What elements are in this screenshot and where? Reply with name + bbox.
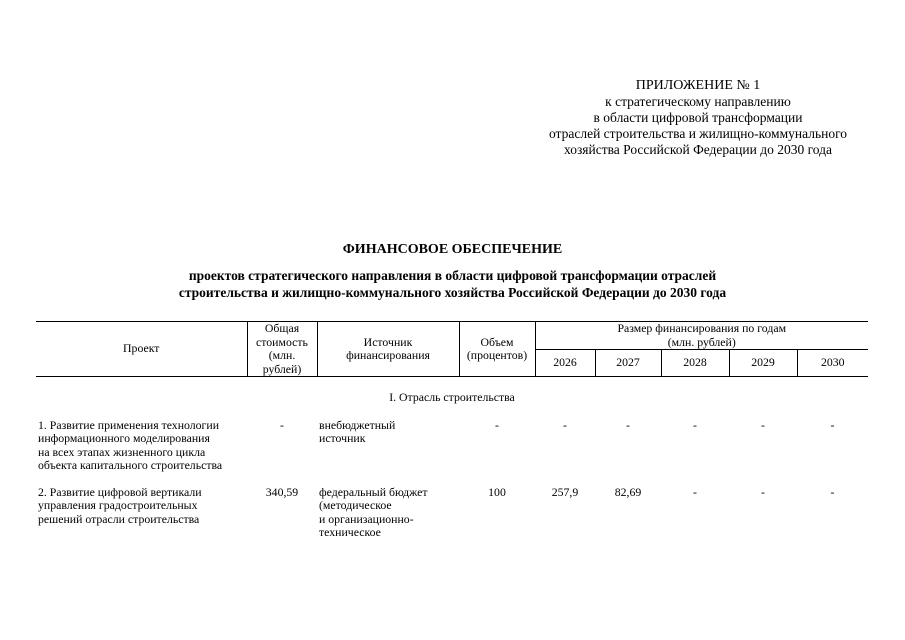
- cell-text: 2. Развитие цифровой вертикали: [38, 484, 202, 499]
- header-volume: [459, 322, 535, 377]
- cell-year-value: 257,9: [551, 484, 579, 499]
- cell-year-value: -: [761, 417, 765, 432]
- cell-volume: 100: [488, 484, 506, 499]
- header-total-cost: [247, 322, 317, 377]
- header-text: Источник: [363, 334, 413, 349]
- cell-total: -: [280, 417, 284, 432]
- subtitle-line: проектов стратегического направления в области цифровой трансформации отраслей: [188, 268, 717, 283]
- subtitle-line: строительства и жилищно-коммунального хозяйства Российской Федерации до 2030 года: [178, 284, 727, 300]
- appendix-line: хозяйства Российской Федерации до 2030 года: [563, 142, 833, 157]
- cell-text: и организационно-: [319, 511, 414, 526]
- appendix-number: ПРИЛОЖЕНИЕ № 1: [635, 78, 761, 93]
- header-text: (млн. рублей): [667, 334, 736, 349]
- cell-year-value: -: [830, 484, 835, 499]
- cell-text: (методическое: [319, 498, 392, 512]
- header-text: Размер финансирования по годам: [617, 321, 787, 335]
- cell-text: внебюджетный: [319, 417, 396, 432]
- header-year: 2029: [729, 350, 797, 377]
- header-text: Объем: [480, 334, 514, 349]
- document-title: ФИНАНСОВОЕ ОБЕСПЕЧЕНИЕ: [342, 242, 563, 257]
- header-project: Проект: [36, 322, 247, 377]
- cell-year-value: -: [693, 417, 697, 432]
- appendix-line: к стратегическому направлению: [605, 94, 791, 109]
- appendix-line: отраслей строительства и жилищно-коммунального: [548, 126, 848, 141]
- cell-text: федеральный бюджет: [319, 484, 428, 499]
- cell-year-value: -: [563, 417, 567, 432]
- cell-project: [36, 486, 247, 540]
- document-subtitle: [100, 268, 805, 301]
- cell-year-value: -: [830, 417, 835, 432]
- header-year: 2028: [661, 350, 729, 377]
- header-year: 2026: [535, 350, 595, 377]
- cell-volume: -: [495, 417, 499, 432]
- cell-text: техническое: [319, 525, 381, 539]
- cell-year-value: 82,69: [614, 484, 642, 499]
- table-row: [36, 486, 868, 540]
- section-title: I. Отрасль строительства: [389, 390, 515, 404]
- cell-text: решений отрасли строительства: [38, 511, 200, 526]
- header-text: Общая: [264, 321, 300, 335]
- cell-project: [36, 419, 247, 486]
- financing-table: [36, 321, 868, 540]
- header-text: финансирования: [346, 348, 430, 362]
- cell-year-value: -: [761, 484, 765, 499]
- appendix-line: в области цифровой трансформации: [593, 110, 803, 125]
- header-text: (процентов): [466, 348, 528, 362]
- cell-text: источник: [319, 431, 366, 445]
- cell-text: информационного моделирования: [38, 431, 210, 445]
- cell-text: объекта капитального строительства: [38, 458, 223, 472]
- header-source: [317, 322, 459, 377]
- cell-source: [317, 486, 459, 540]
- cell-year-value: -: [626, 417, 630, 432]
- cell-year-value: -: [693, 484, 697, 499]
- header-text: стоимость: [256, 334, 308, 349]
- table-row: [36, 419, 868, 486]
- header-year: 2030: [797, 350, 868, 377]
- cell-source: [317, 419, 459, 486]
- header-row: [36, 322, 868, 350]
- cell-text: управления градостроительных: [38, 498, 198, 512]
- appendix-block: [520, 78, 876, 158]
- header-text: рублей): [262, 361, 302, 376]
- header-year: 2027: [595, 350, 661, 377]
- section-row: [36, 377, 868, 419]
- cell-total: 340,59: [265, 484, 299, 499]
- cell-text: на всех этапах жизненного цикла: [38, 444, 206, 459]
- header-text: (млн.: [268, 348, 296, 362]
- cell-text: 1. Развитие применения технологии: [38, 417, 220, 432]
- header-funding-by-years: [535, 322, 868, 350]
